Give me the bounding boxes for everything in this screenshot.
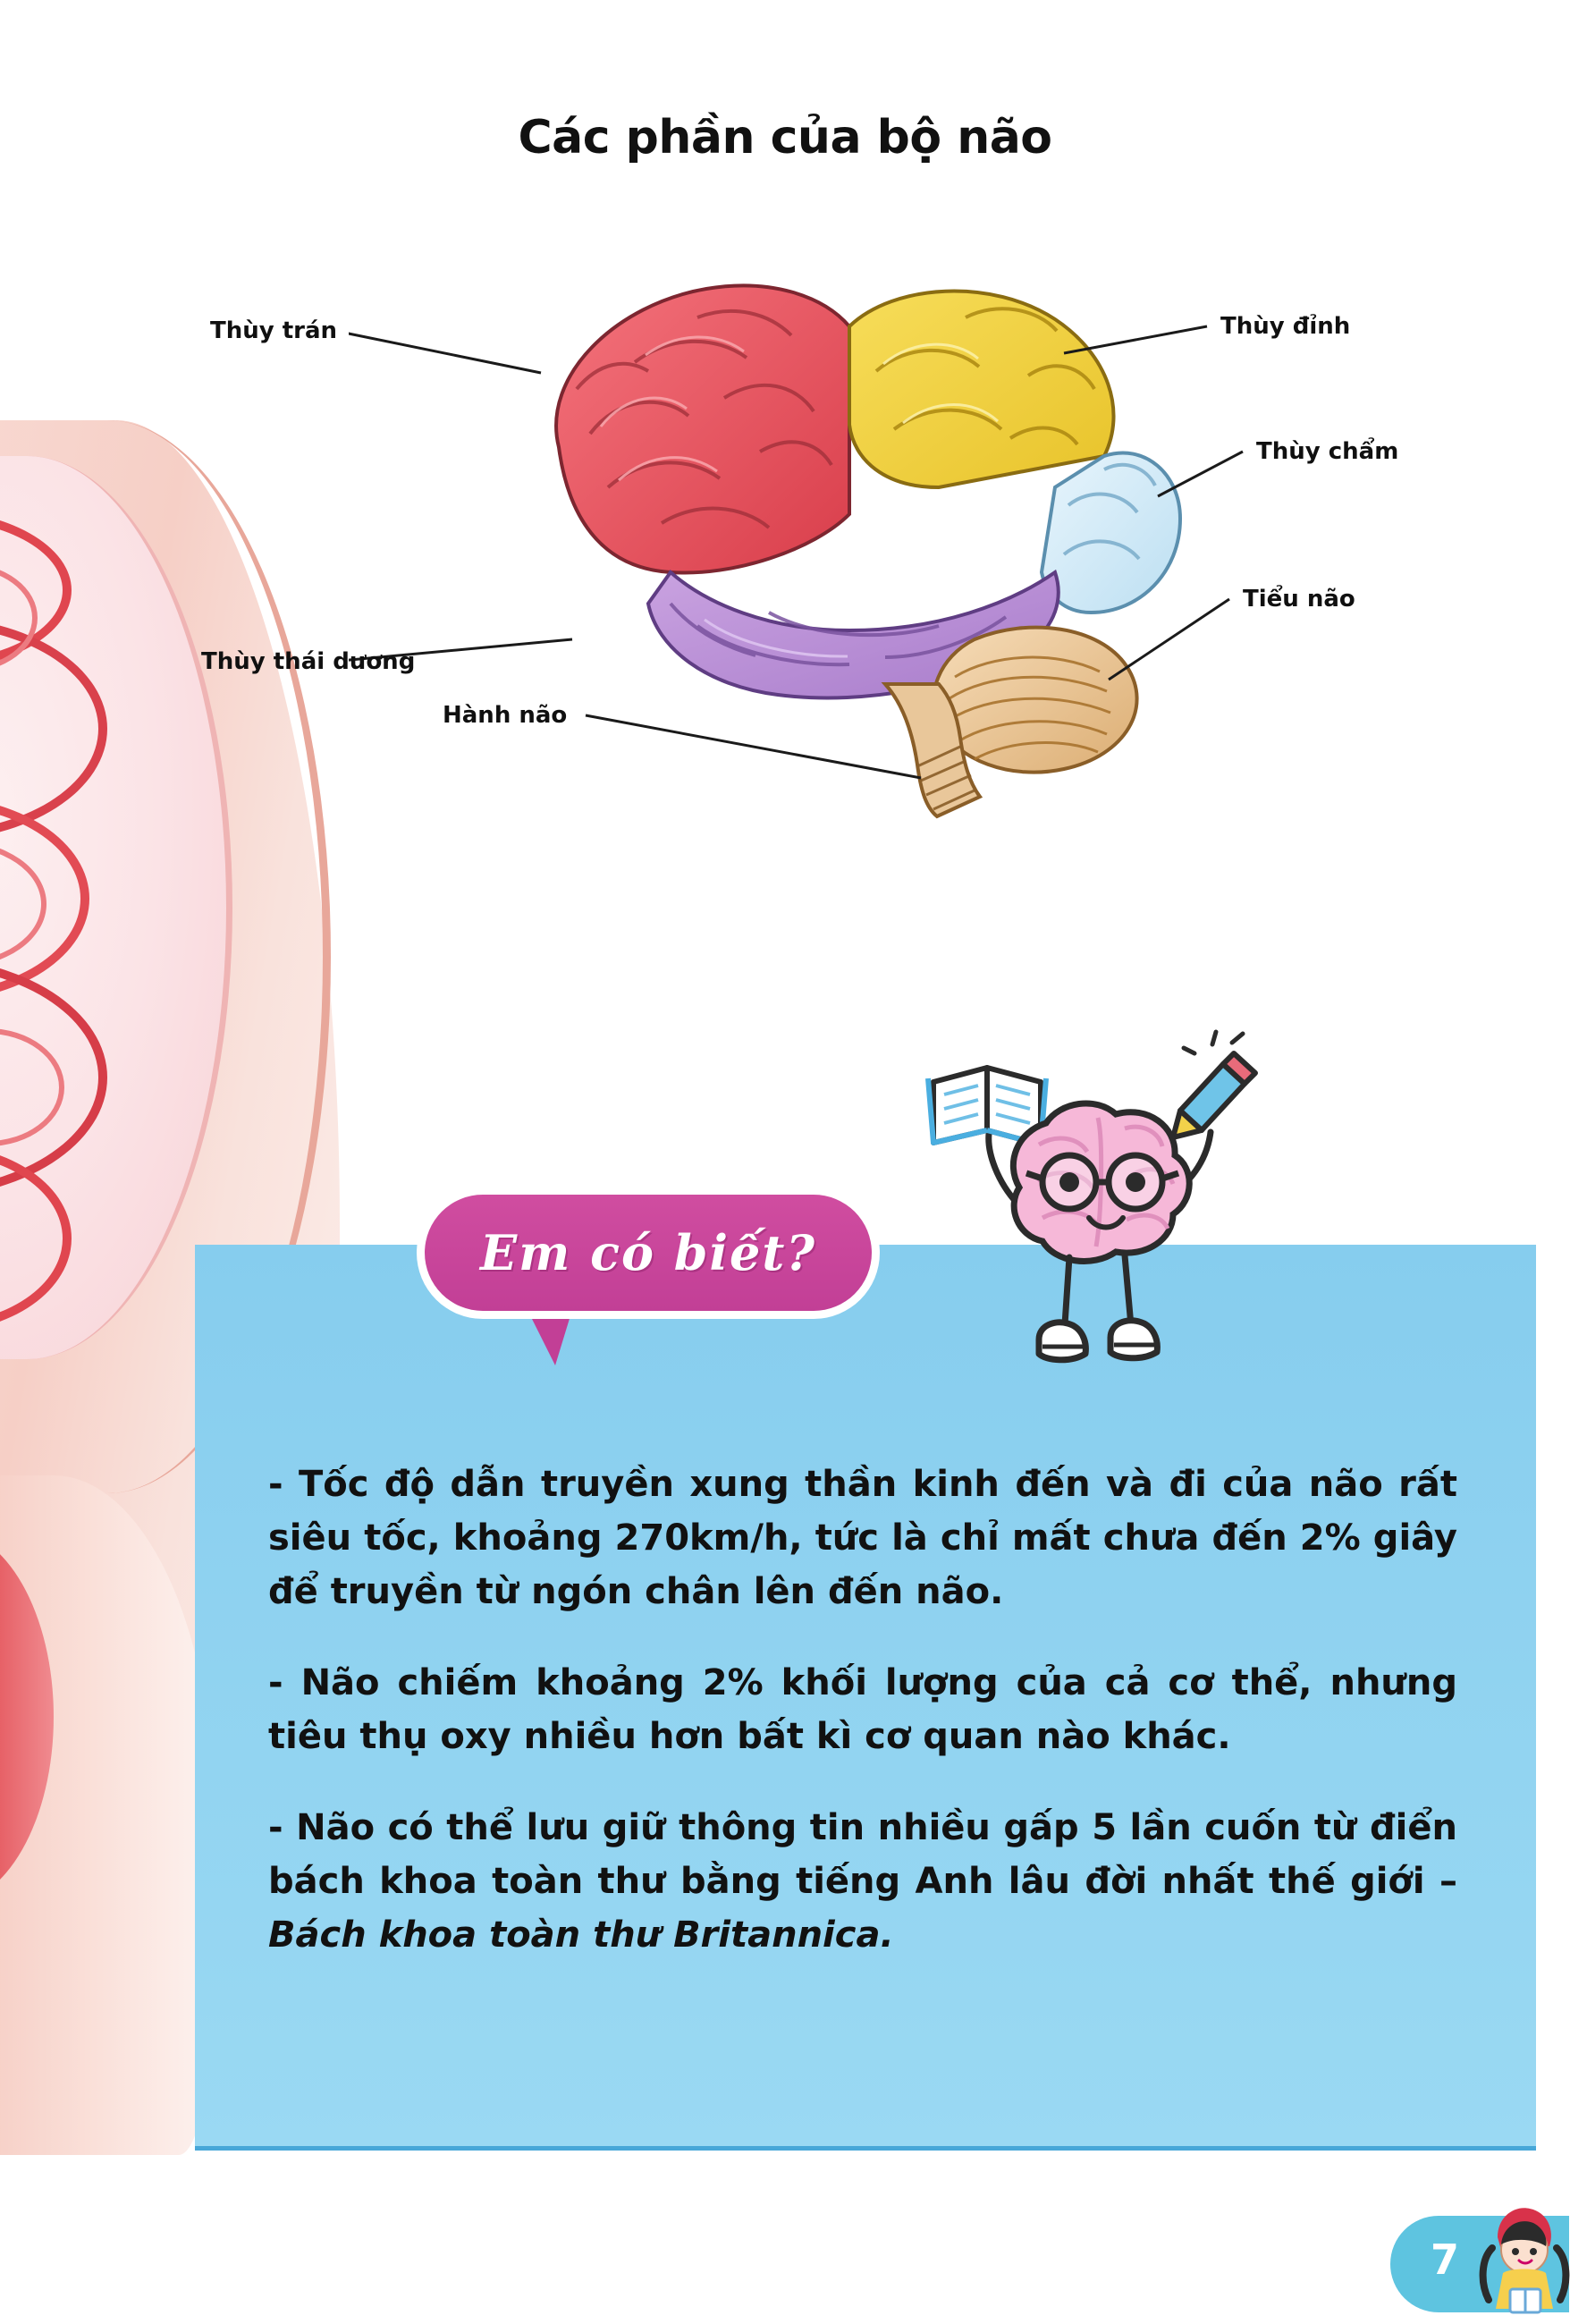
speech-bubble-text: Em có biết? (479, 1224, 816, 1281)
pencil-icon (1173, 1032, 1255, 1137)
label-thuy-dinh: Thùy đỉnh (1220, 313, 1351, 340)
speech-bubble-body (425, 1195, 872, 1311)
fact-item-1: - Tốc độ dẫn truyền xung thần kinh đến và đi của não rất siêu tốc, khoảng 270km/h, tức là chỉ mất chưa đến 2% giây để truyền từ ngón chân lên đến não. (268, 1464, 1457, 1612)
brain-mascot (912, 1028, 1270, 1431)
frontal-lobe (556, 285, 849, 572)
page-number: 7 (1431, 2235, 1460, 2284)
fact-list (268, 1458, 1457, 1999)
fact-item-3 (268, 1801, 1457, 1962)
label-thuy-thai-duong: Thùy thái dương (201, 648, 416, 675)
fact-item-2: - Não chiếm khoảng 2% khối lượng của cả cơ thể, nhưng tiêu thụ oxy nhiều hơn bất kì cơ quan nào khác. (268, 1662, 1457, 1757)
page-corner-mascot (1471, 2200, 1570, 2320)
page-title: Các phần của bộ não (518, 111, 1052, 165)
label-thuy-cham: Thùy chẩm (1256, 438, 1399, 465)
brain-parts-diagram (201, 219, 1399, 845)
brain-illustration (349, 219, 1359, 845)
panel-bottom-rule (195, 2146, 1536, 2151)
parietal-lobe (849, 292, 1114, 487)
occipital-lobe (1042, 452, 1180, 613)
fact-item-3-source: Bách khoa toàn thư Britannica. (268, 1914, 894, 1956)
label-thuy-tran: Thùy trán (210, 317, 338, 344)
label-tieu-nao: Tiểu não (1243, 586, 1355, 613)
page-corner-mascot-illustration (1471, 2200, 1570, 2320)
label-hanh-nao: Hành não (443, 702, 568, 729)
fact-item-3-text: - Não có thể lưu giữ thông tin nhiều gấp 5 lần cuốn từ điển bách khoa toàn thư bằng tiếng Anh lâu đời nhất thế giới – (268, 1807, 1457, 1902)
brain-mascot-illustration (912, 1028, 1270, 1431)
speech-bubble (425, 1195, 872, 1311)
